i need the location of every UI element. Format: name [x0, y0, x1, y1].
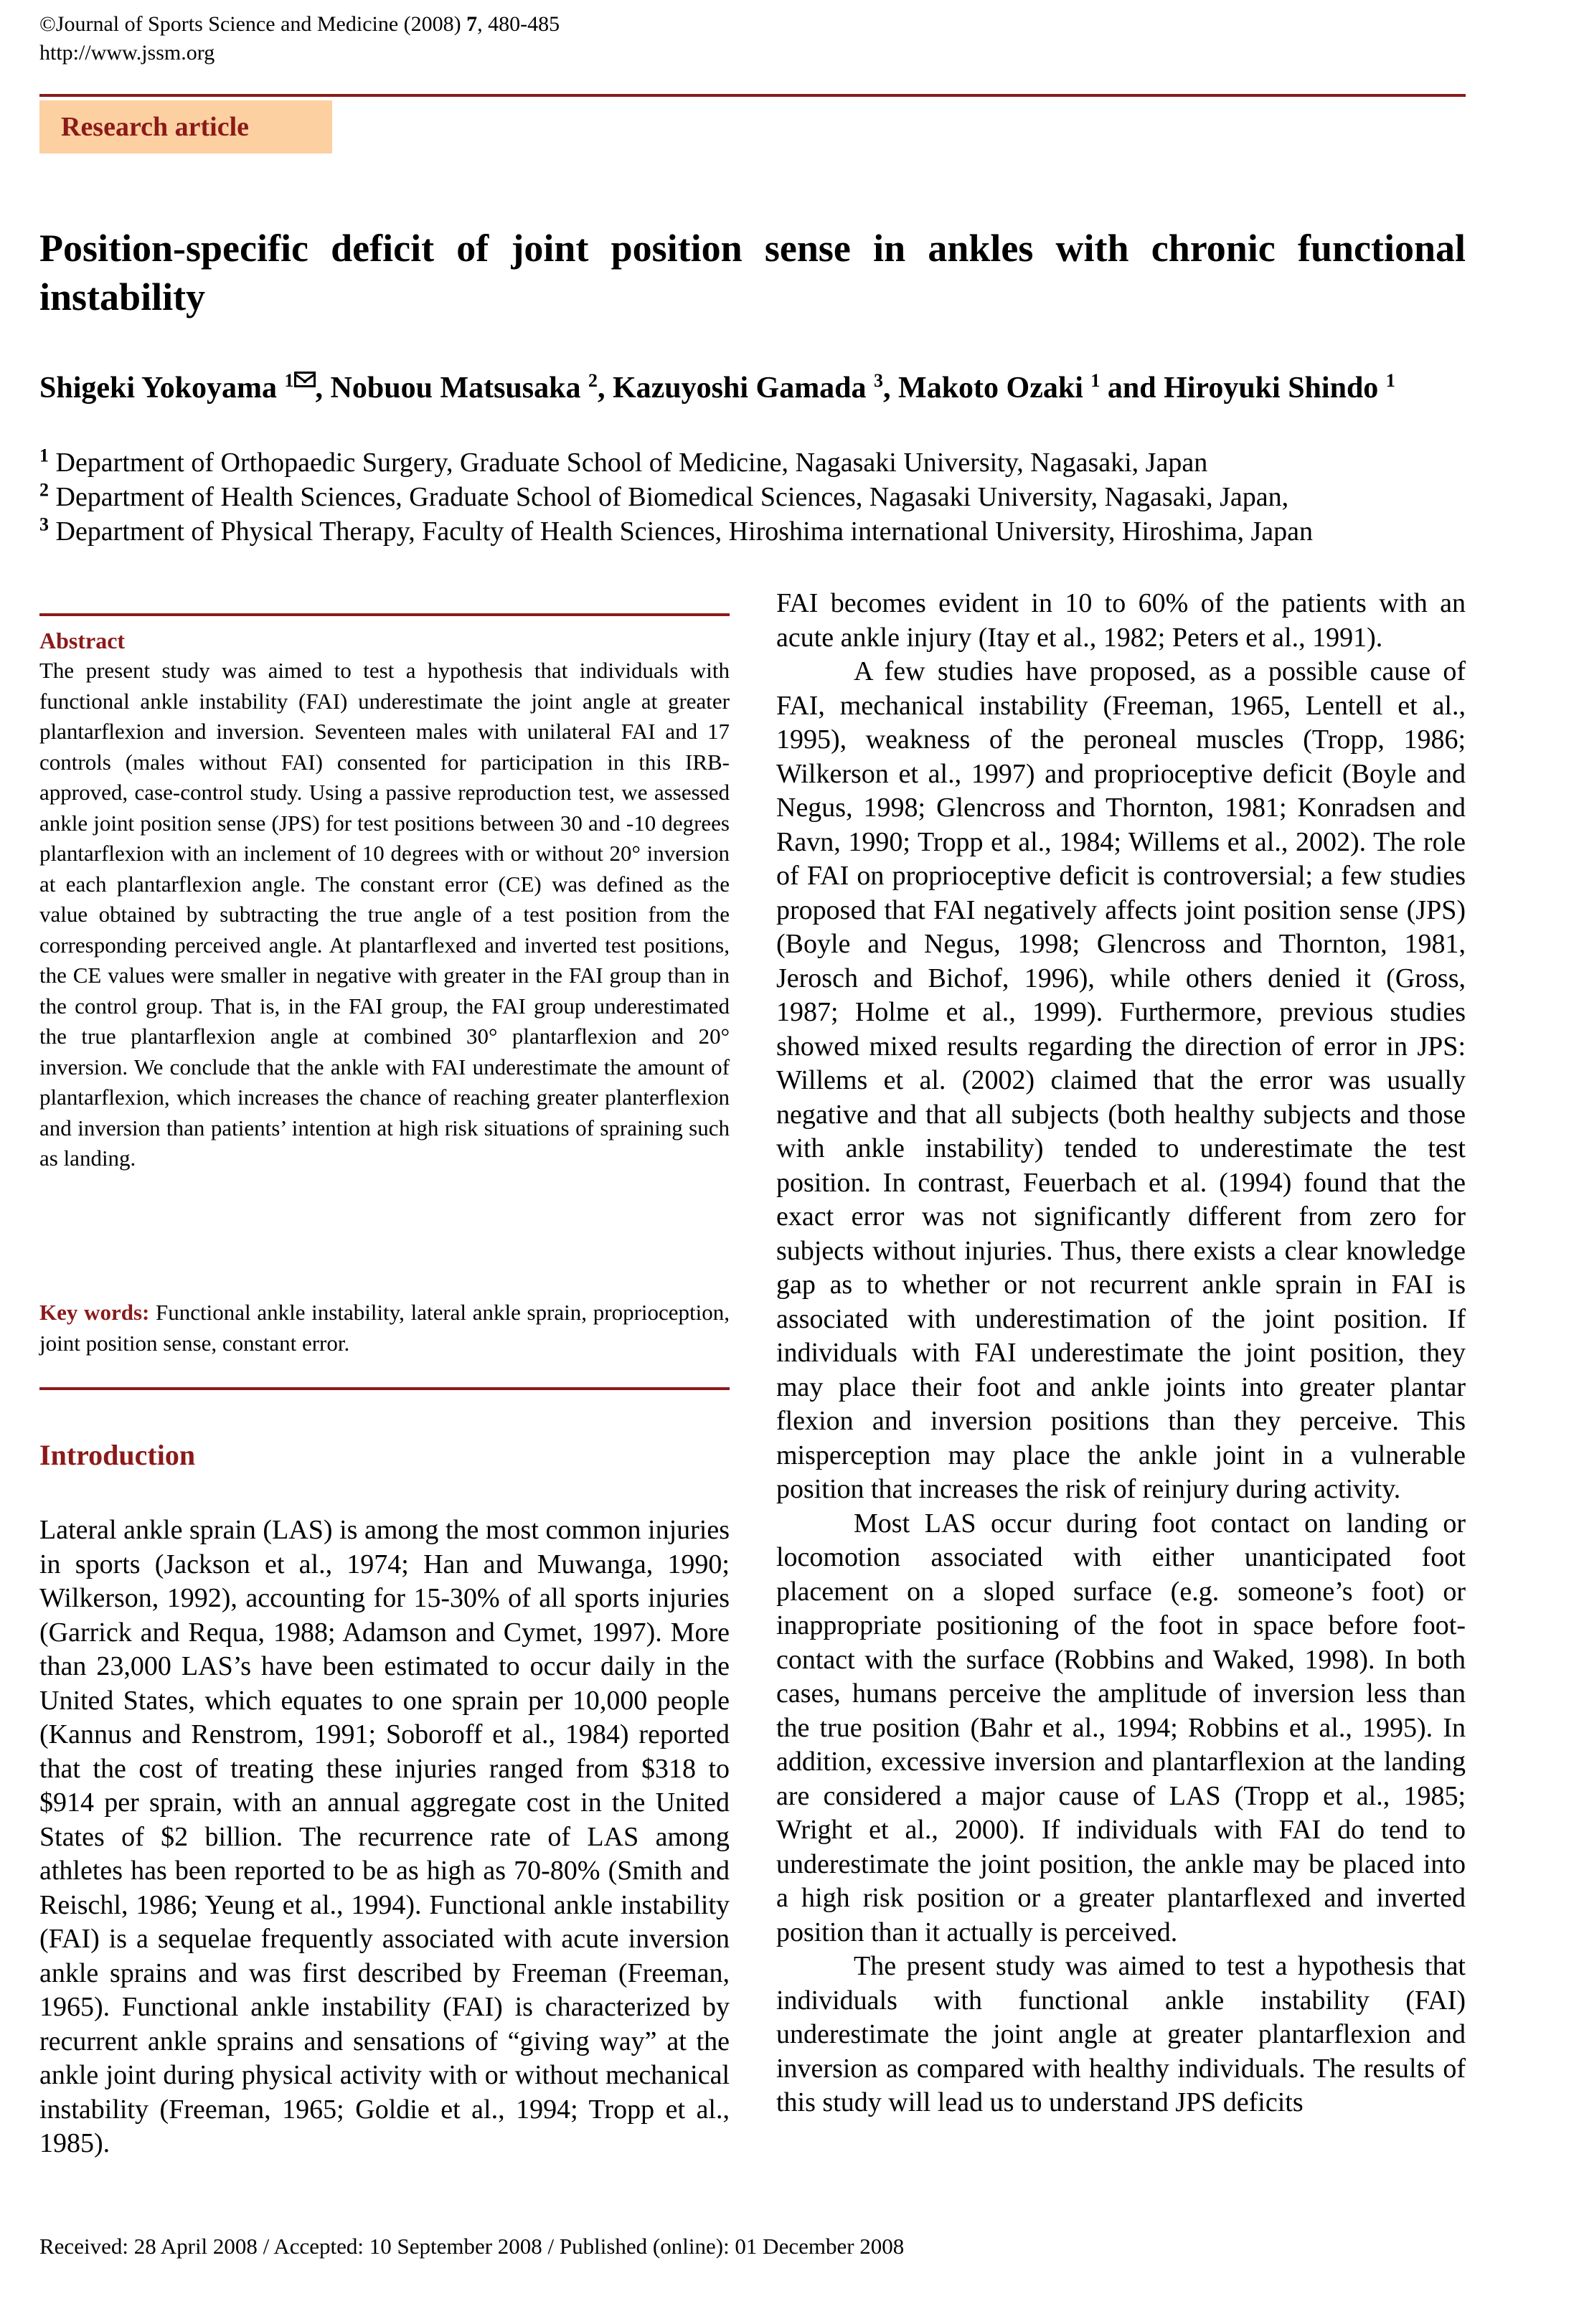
affiliation-text: Department of Physical Therapy, Faculty of Health Sciences, Hiroshima international University, Hiroshima, Japan — [55, 516, 1313, 547]
keywords-label: Key words: — [39, 1300, 150, 1325]
keywords — [39, 1298, 730, 1359]
author-connector: and — [1107, 372, 1156, 405]
abstract-bottom-divider — [39, 1387, 730, 1390]
journal-name: ©Journal of Sports Science and Medicine (2008) — [39, 12, 461, 36]
affiliation — [39, 480, 1466, 514]
article-type-label: Research article — [61, 112, 250, 142]
right-column — [776, 587, 1466, 2120]
author-name: Makoto Ozaki — [898, 372, 1083, 405]
affiliation — [39, 445, 1466, 480]
journal-citation — [39, 10, 560, 39]
affiliation-text: Department of Health Sciences, Graduate School of Biomedical Sciences, Nagasaki University, Nagasaki, Japan, — [55, 482, 1289, 512]
journal-url[interactable]: http://www.jssm.org — [39, 41, 215, 65]
journal-pages: , 480-485 — [477, 12, 560, 36]
author-name: Kazuyoshi Gamada — [612, 372, 867, 405]
journal-volume: 7 — [466, 12, 478, 36]
abstract-section — [39, 625, 730, 1174]
introduction-heading: Introduction — [39, 1439, 196, 1471]
author-name: Hiroyuki Shindo — [1164, 372, 1379, 405]
abstract-top-divider — [39, 613, 730, 616]
article-type-badge — [39, 100, 332, 153]
author-affiliation-mark: 1 — [1090, 370, 1100, 391]
body-paragraph: A few studies have proposed, as a possible cause of FAI, mechanical instability (Freeman, 1965, Lentell et al., 1995), weakness of the peroneal muscles (Tropp, 1986; Wilkerson et al., 1997) and proprioceptive deficit (Boyle and Negus, 1998; Glencross and Thornton, 1981; Konradsen and Ravn, 1990; Tropp et al., 1984; Willems et al., 2002). The role of FAI on proprioceptive deficit is controversial; a few studies proposed that FAI negatively affects joint position sense (JPS) (Boyle and Negus, 1998; Glencross and Thornton, 1981, Jerosch and Bichof, 1996), while others denied it (Gross, 1987; Holme et al., 1999). Furthermore, previous studies showed mixed results regarding the direction of error in JPS: Willems et al. (2002) claimed that the error was usually negative and that all subjects (both healthy subjects and those with ankle instability) tended to underestimate the test position. In contrast, Feuerbach et al. (1994) found that the exact error was not significantly different from zero for subjects without injuries. Thus, there exists a clear knowledge gap as to whether or not recurrent ankle sprain in FAI is associated with underestimation of the joint position. If individuals with FAI underestimate the joint position, they may place their foot and ankle joints into greater plantar flexion and inversion positions than they perceive. This misperception may place the ankle joint in a vulnerable position that increases the risk of reinjury during activity. — [776, 656, 1466, 1504]
author-name: Shigeki Yokoyama — [39, 372, 278, 405]
abstract-text: The present study was aimed to test a hypothesis that individuals with functional ankle instability (FAI) underestimate the joint angle at greater plantarflexion and inversion. Seventeen males with unilateral FAI and 17 controls (males without FAI) consented for participation in this IRB-approved, case-control study. Using a passive reproduction test, we assessed ankle joint position sense (JPS) for test positions between 30 and -10 degrees plantarflexion with an inclement of 10 degrees with or without 20° inversion at each plantarflexion angle. The constant error (CE) was defined as the value obtained by subtracting the true angle of a test position from the corresponding perceived angle. At plantarflexed and inverted test positions, the CE values were smaller in negative with greater in the FAI group than in the control group. That is, in the FAI group, the FAI group underestimated the true plantarflexion angle at combined 30° plantarflexion and 20° inversion. We conclude that the ankle with FAI underestimate the amount of plantarflexion, which increases the chance of reaching greater planterflexion and inversion than patients’ intention at high risk situations of spraining such as landing. — [39, 658, 730, 1171]
keywords-text: Functional ankle instability, lateral ankle sprain, proprioception, joint position sense, constant error. — [39, 1300, 730, 1356]
author-affiliation-mark: 3 — [874, 370, 884, 391]
affiliation — [39, 514, 1466, 549]
body-paragraph: FAI becomes evident in 10 to 60% of the patients with an acute ankle injury (Itay et al., 1982; Peters et al., 1991). — [776, 588, 1466, 653]
abstract-heading: Abstract — [39, 628, 126, 653]
affiliation-number: 1 — [39, 445, 49, 466]
author-list: Shigeki Yokoyama $^1$ , Nobuou Matsusaka $^2$, Kazuyoshi Gamada $^3$, Makoto Ozaki $^1$ and Hiroyuki Shindo $^1$ — [39, 370, 1395, 405]
author-affiliation-mark: 2 — [588, 370, 598, 391]
body-paragraph: The present study was aimed to test a hypothesis that individuals with functional ankle instability (FAI) underestimate the joint angle at greater plantarflexion and inversion as compared with healthy individuals. The results of this study will lead us to understand JPS deficits — [776, 1951, 1466, 2117]
affiliation-text: Department of Orthopaedic Surgery, Graduate School of Medicine, Nagasaki University, Nagasaki, Japan — [55, 448, 1208, 478]
envelope-icon[interactable] — [294, 372, 316, 387]
publication-dates: Received: 28 April 2008 / Accepted: 10 September 2008 / Published (online): 01 December 2008 — [39, 2234, 905, 2259]
affiliation-number: 3 — [39, 514, 49, 535]
header-divider — [39, 94, 1466, 97]
body-paragraph: Lateral ankle sprain (LAS) is among the most common injuries in sports (Jackson et al., 1974; Han and Muwanga, 1990; Wilkerson, 1992), accounting for 15-30% of all sports injuries (Garrick and Requa, 1988; Adamson and Cymet, 1997). More than 23,000 LAS’s have been estimated to occur daily in the United States, which equates to one sprain per 10,000 people (Kannus and Renstrom, 1991; Soboroff et al., 1984) reported that the cost of treating these injuries ranged from $318 to $914 per sprain, with an annual aggregate cost in the United States of $2 billion. The recurrence rate of LAS among athletes has been reported to be as high as 70-80% (Smith and Reischl, 1986; Yeung et al., 1994). Functional ankle instability (FAI) is a sequelae frequently associated with acute inversion ankle sprains and was first described by Freeman (Freeman, 1965). Functional ankle instability (FAI) is characterized by recurrent ankle sprains and sensations of “giving way” at the ankle joint during physical activity with or without mechanical instability (Freeman, 1965; Goldie et al., 1994; Tropp et al., 1985). — [39, 1515, 730, 2158]
body-paragraph: Most LAS occur during foot contact on landing or locomotion associated with either unanticipated foot placement on a sloped surface (e.g. someone’s foot) or inappropriate positioning of the foot in space before foot-contact with the surface (Robbins and Waked, 1998). In both cases, humans perceive the amplitude of inversion less than the true position (Bahr et al., 1994; Robbins et al., 1995). In addition, excessive inversion and plantarflexion at the landing are considered a major cause of LAS (Tropp et al., 1985; Wright et al., 2000). If individuals with FAI do tend to underestimate the joint position, the ankle may be placed into a high risk position or a greater plantarflexed and inverted position than it actually is perceived. — [776, 1508, 1466, 1947]
affiliation-number: 2 — [39, 479, 49, 501]
author-affiliation-mark: 1 — [1385, 370, 1395, 391]
left-column — [39, 1513, 730, 2161]
article-title: Position-specific deficit of joint position sense in ankles with chronic functional instability — [39, 227, 1466, 318]
author-affiliation-mark: 1 — [284, 370, 294, 391]
author-name: Nobuou Matsusaka — [330, 372, 581, 405]
